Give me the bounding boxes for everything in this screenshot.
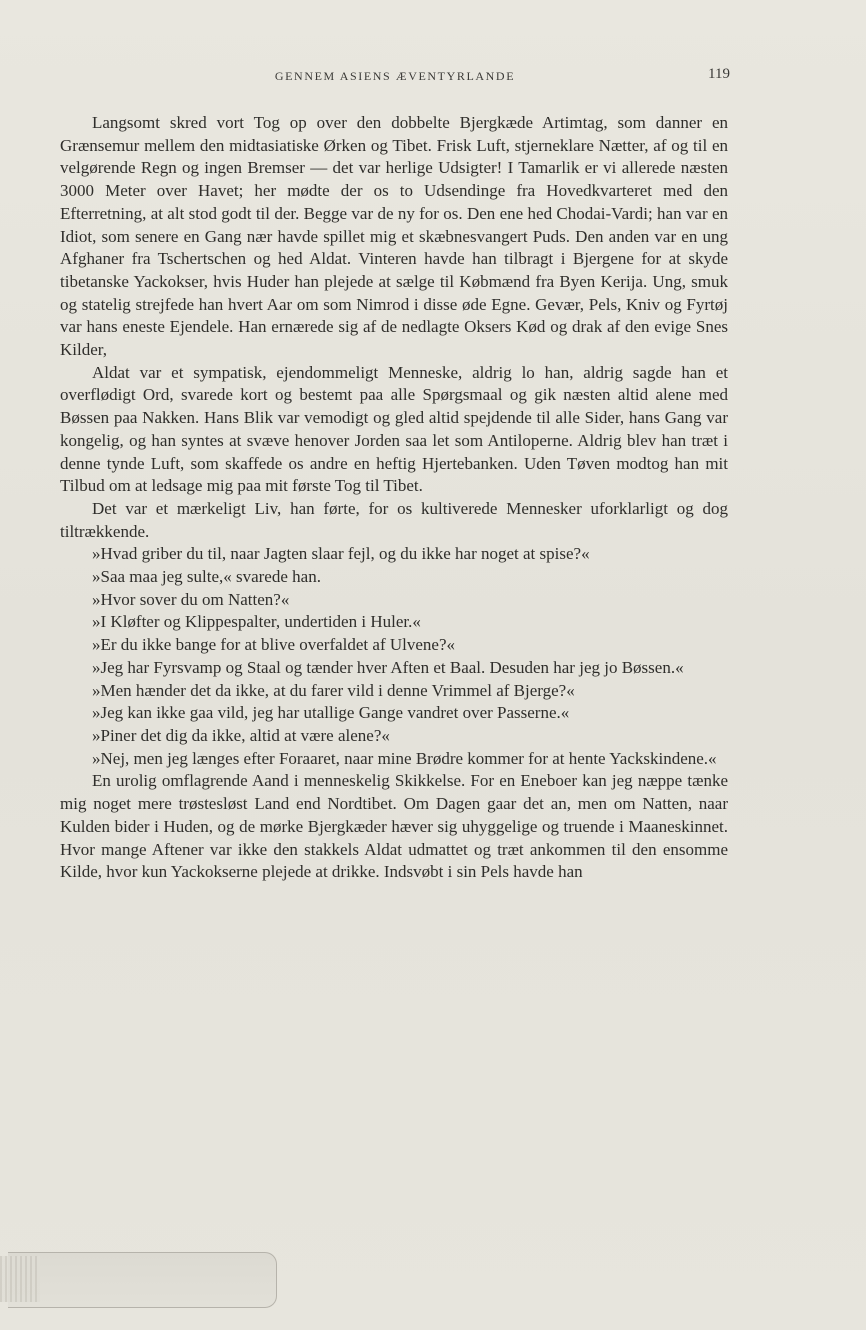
paragraph: »I Kløfter og Klippespalter, undertiden i Huler.« [92, 612, 421, 632]
paragraph: »Er du ikke bange for at blive overfaldet af Ulvene?« [92, 635, 455, 655]
paragraph: »Hvad griber du til, naar Jagten slaar fejl, og du ikke har noget at spise?« [92, 544, 590, 564]
stamp-frame [8, 1252, 277, 1308]
paragraph: »Hvor sover du om Natten?« [92, 589, 290, 609]
paragraph: »Men hænder det da ikke, at du farer vild i denne Vrimmel af Bjerge?« [92, 680, 575, 700]
paragraph: Aldat var et sympatisk, ejendommeligt Menneske, aldrig lo han, aldrig sagde han et overflødigt Ord, svarede kort og bestemt paa alle Spørgsmaal og gik næsten altid alene med Bøssen paa Nakken. Hans Blik var vemodigt og gled altid spejdende til alle Sider, hans Gang var kongelig, og han syntes at svæve henover Jorden saa let som Antiloperne. Aldrig blev han træt i denne tynde Luft, som skaffede os andre en heftig Hjertebanken. Uden Tøven modtog han mit Tilbud om at ledsage mig paa mit første Tog til Tibet. [60, 362, 728, 496]
paragraph: Det var et mærkeligt Liv, han førte, for os kultiverede Mennesker uforklarligt og dog tiltrækkende. [60, 498, 728, 541]
paragraph: »Piner det dig da ikke, altid at være alene?« [92, 725, 390, 745]
paragraph: »Nej, men jeg længes efter Foraaret, naar mine Brødre kommer for at hente Yackskindene.« [92, 748, 717, 768]
stamp-barcode-mark [0, 1256, 40, 1302]
paragraph: »Saa maa jeg sulte,« svarede han. [92, 567, 321, 587]
library-stamp [0, 1252, 280, 1308]
paragraph: Langsomt skred vort Tog op over den dobbelte Bjergkæde Artimtag, som danner en Grænsemur mellem den midtasiatiske Ørken og Tibet. Frisk Luft, stjerneklare Nætter, af og til en velgørende Regn og ingen Bremser — det var herlige Udsigter! I Tamarlik er vi allerede næsten 3000 Meter over Havet; her mødte der os to Udsendinge fra Hovedkvarteret med den Efterretning, at alt stod godt til der. Begge var de ny for os. Den ene hed Chodai-Vardi; han var en Idiot, som senere en Gang nær havde spillet mig et skæbnesvangert Puds. Den anden var en ung Afghaner fra Tschertschen og hed Aldat. Vinteren havde han tilbragt i Bjergene for at skyde tibetanske Yackokser, hvis Huder han plejede at sælge til Købmænd fra Byen Kerija. Ung, smuk og statelig strejfede han hvert Aar om som Nimrod i disse øde Egne. Gevær, Pels, Kniv og Fyrtøj var hans eneste Ejendele. Han ernærede sig af de nedlagte Oksers Kød og drak af den evige Snes Kilder, [60, 113, 728, 360]
running-head [60, 66, 730, 88]
running-title: GENNEM ASIENS ÆVENTYRLANDE [274, 69, 516, 83]
paragraph: En urolig omflagrende Aand i menneskelig Skikkelse. For en Eneboer kan jeg næppe tænke mig noget mere trøstesløst Land end Nordtibet. Om Dagen gaar det an, men om Natten, naar Kulden bider i Huden, og de mørke Bjergkæder hæver sig uhyggelige og truende i Maaneskinnet. Hvor mange Aftener var ikke den stakkels Aldat udmattet og træt ankommen til den ensomme Kilde, hvor kun Yackokserne plejede at drikke. Indsvøbt i sin Pels havde han [60, 771, 728, 882]
paragraph: »Jeg kan ikke gaa vild, jeg har utallige Gange vandret over Passerne.« [92, 703, 570, 723]
page-number: 119 [708, 66, 730, 82]
paragraph: »Jeg har Fyrsvamp og Staal og tænder hver Aften et Baal. Desuden har jeg jo Bøssen.« [92, 657, 684, 677]
body-text [60, 112, 728, 884]
